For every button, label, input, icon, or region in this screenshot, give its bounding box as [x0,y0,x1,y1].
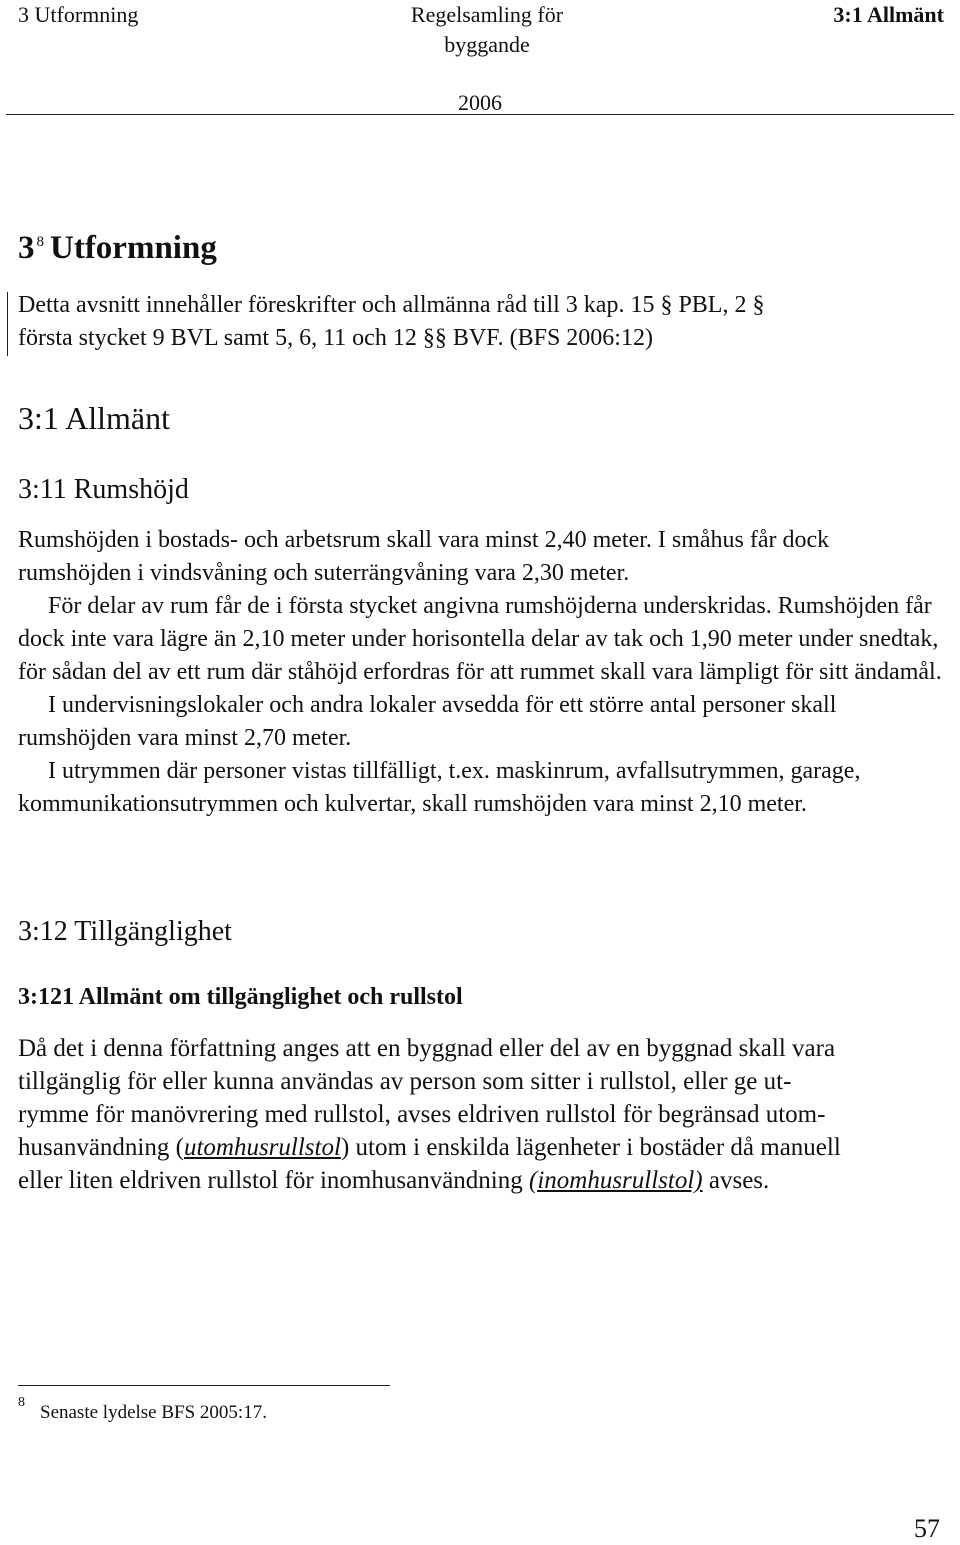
section-heading-3-12: 3:12 Tillgänglighet [18,916,232,947]
text-line [18,1164,958,1197]
text-fragment: husanvändning ( [18,1134,184,1161]
section-body-3-121 [18,1032,958,1197]
section-heading-3-1: 3:1 Allmänt [18,400,170,436]
paragraph: I undervisningslokaler och andra lokaler avsedda för ett större antal personer skall rumshöjden vara minst 2,70 meter. [18,692,837,751]
text-line: rymme för manövrering med rullstol, avses eldriven rullstol för begränsad utom- [18,1101,826,1128]
chapter-name: Utformning [50,230,217,266]
text-fragment: avses. [702,1167,770,1194]
footnote-text: Senaste lydelse BFS 2005:17. [40,1402,267,1423]
header-divider [6,114,954,115]
paragraph: Rumshöjden i bostads- och arbetsrum skall vara minst 2,40 meter. I småhus får dock rumshöjden i vindsvåning och suterrängvåning vara 2,30 meter. [18,527,830,586]
running-header-publication: Regelsamling för byggande [410,2,564,57]
section-body-3-11 [18,524,948,821]
text-line: tillgänglig för eller kunna användas av person som sitter i rullstol, eller ge ut- [18,1068,792,1095]
paragraph: För delar av rum får de i första stycket angivna rumshöjderna underskridas. Rumshöjden får dock inte vara lägre än 2,10 meter under horisontella delar av tak och 1,90 meter under snedtak, för sådan del av ett rum där ståhöjd erfordras för att rummet skall vara lämpligt för sitt ändamål. [18,593,942,685]
footnote-divider [18,1385,390,1386]
revision-bar [7,292,8,356]
intro-line-2: första stycket 9 BVL samt 5, 6, 11 och 12 §§ BVF. (BFS 2006:12) [18,325,653,351]
running-header-section: 3:1 Allmänt [833,2,944,27]
section-heading-3-11: 3:11 Rumshöjd [18,474,189,505]
text-line [18,1131,958,1164]
chapter-title [18,230,217,267]
footnote-mark: 8 [18,1395,25,1410]
intro-line-1: Detta avsnitt innehåller föreskrifter och allmänna råd till 3 kap. 15 § PBL, 2 § [18,292,765,318]
paragraph: I utrymmen där personer vistas tillfälligt, t.ex. maskinrum, avfallsutrymmen, garage, kommunikationsutrymmen och kulvertar, skall rumshöjden vara minst 2,10 meter. [18,758,861,817]
defined-term-utomhusrullstol: utomhusrullstol [183,1134,341,1161]
footnote-reference: 8 [36,234,44,250]
running-header-year: 2006 [458,90,502,115]
defined-term-inomhusrullstol: (inomhusrullstol) [529,1167,703,1194]
text-line: Då det i denna författning anges att en byggnad eller del av en byggnad skall vara [18,1035,836,1062]
running-header-chapter: 3 Utformning [18,2,139,27]
chapter-number: 3 [18,230,35,266]
section-heading-3-121: 3:121 Allmänt om tillgänglighet och rullstol [18,984,463,1010]
text-fragment: eller liten eldriven rullstol för inomhusanvändning [18,1167,529,1194]
page-number: 57 [914,1514,940,1543]
text-fragment: ) utom i enskilda lägenheter i bostäder då manuell [340,1134,841,1161]
